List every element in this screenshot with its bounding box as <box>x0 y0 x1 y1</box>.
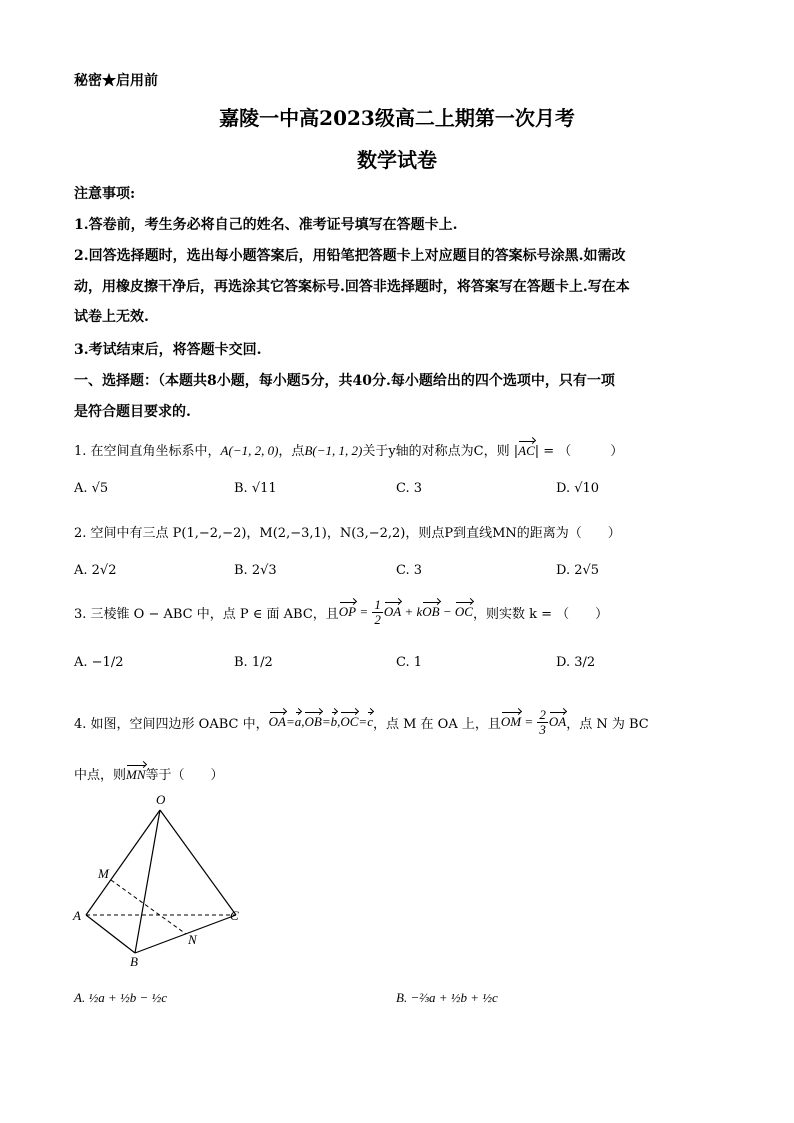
segment-mn-dashed <box>111 880 186 934</box>
label-n: N <box>188 932 197 947</box>
tetrahedron-figure <box>70 790 270 970</box>
q3-post: ，则实数 k = （ ） <box>472 606 609 622</box>
edge-oc <box>160 810 236 915</box>
q1-option-b[interactable]: B. √11 <box>234 481 277 496</box>
q1-option-a[interactable]: A. √5 <box>74 481 109 496</box>
label-c: C <box>230 908 239 923</box>
notes-item-3: 3.考试结束后，将答题卡交回. <box>74 342 262 358</box>
notes-item-2-line-1: 2.回答选择题时，选出每小题答案后，用铅笔把答题卡上对应题目的答案标号涂黑.如需改 <box>74 248 626 264</box>
q1-pre: 1. 在空间直角坐标系中， <box>74 444 221 459</box>
q1-post: 关于y轴的对称点为C，则 | <box>362 444 519 459</box>
notes-heading: 注意事项: <box>74 186 136 202</box>
notes-item-2-line-3: 试卷上无效. <box>74 309 149 325</box>
q4-post: ，点 N 为 BC <box>566 716 649 732</box>
q2-option-a[interactable]: A. 2√2 <box>74 563 117 578</box>
q4-om-equation: OM = $\frac{2}{3}$ OA <box>500 707 567 737</box>
edge-ab <box>86 915 135 953</box>
q4-pre: 4. 如图，空间四边形 OABC 中， <box>74 716 269 732</box>
q3-option-c[interactable]: C. 1 <box>396 655 423 670</box>
q4-option-b[interactable]: B. −⅔a + ½b + ½c <box>396 990 498 1005</box>
q3-equation: OP = $\frac{1}{2}$ OA + k OB − OC <box>338 597 473 627</box>
label-a: A <box>73 908 81 923</box>
q4-line2-end: 等于（ ） <box>145 768 224 783</box>
q2-option-c[interactable]: C. 3 <box>396 563 423 578</box>
q1-end: | = （ ） <box>534 444 624 459</box>
exam-title: 嘉陵一中高2023级高二上期第一次月考 <box>219 106 575 130</box>
exam-subtitle: 数学试卷 <box>357 148 437 172</box>
q4-vector-defs: OA=a,OB=b,OC=c <box>268 714 373 730</box>
q2-option-d[interactable]: D. 2√5 <box>556 563 600 578</box>
q1-mid: ，点 <box>278 444 305 459</box>
section-1-line-2: 是符合题目要求的. <box>74 404 191 420</box>
edge-oa <box>86 810 160 915</box>
question-2: 2. 空间中有三点 P(1,−2,−2)，M(2,−3,1)，N(3,−2,2)，则点P到直线MN的距离为（ ） <box>74 526 621 541</box>
section-1-line-1: 一、选择题：（本题共8小题，每小题5分，共40分.每小题给出的四个选项中，只有一项 <box>74 373 615 389</box>
q1-point-a: A(−1, 2, 0) <box>220 443 279 458</box>
q1-vector-ac: AC <box>518 443 535 458</box>
q4-line2: 中点，则 <box>74 768 127 783</box>
q3-option-d[interactable]: D. 3/2 <box>556 655 596 670</box>
edge-ob <box>135 810 160 953</box>
q3-option-b[interactable]: B. 1/2 <box>234 655 273 670</box>
notes-item-2-line-2: 动，用橡皮擦干净后，再选涂其它答案标号.回答非选择题时，将答案写在答题卡上.写在本 <box>74 279 630 295</box>
question-1 <box>74 440 623 459</box>
label-o: O <box>156 792 166 807</box>
secret-label: 秘密★启用前 <box>74 73 158 89</box>
notes-item-1: 1.答卷前，考生务必将自己的姓名、准考证号填写在答题卡上. <box>74 217 458 233</box>
q1-point-b: B(−1, 1, 2) <box>304 443 363 458</box>
q3-option-a[interactable]: A. −1/2 <box>74 655 124 670</box>
q1-option-c[interactable]: C. 3 <box>396 481 423 496</box>
question-4 <box>74 708 649 736</box>
q3-pre: 3. 三棱锥 O − ABC 中，点 P ∈ 面 ABC，且 <box>74 606 339 622</box>
q4-vector-mn: MN <box>126 767 146 782</box>
label-b: B <box>130 954 138 969</box>
q1-option-d[interactable]: D. √10 <box>556 481 600 496</box>
label-m: M <box>98 866 109 881</box>
question-4-line-2 <box>74 764 224 783</box>
q4-mid: ，点 M 在 OA 上，且 <box>372 716 501 732</box>
q2-option-b[interactable]: B. 2√3 <box>234 563 277 578</box>
q4-option-a[interactable]: A. ½a + ½b − ½c <box>74 990 168 1005</box>
question-3 <box>74 598 608 626</box>
